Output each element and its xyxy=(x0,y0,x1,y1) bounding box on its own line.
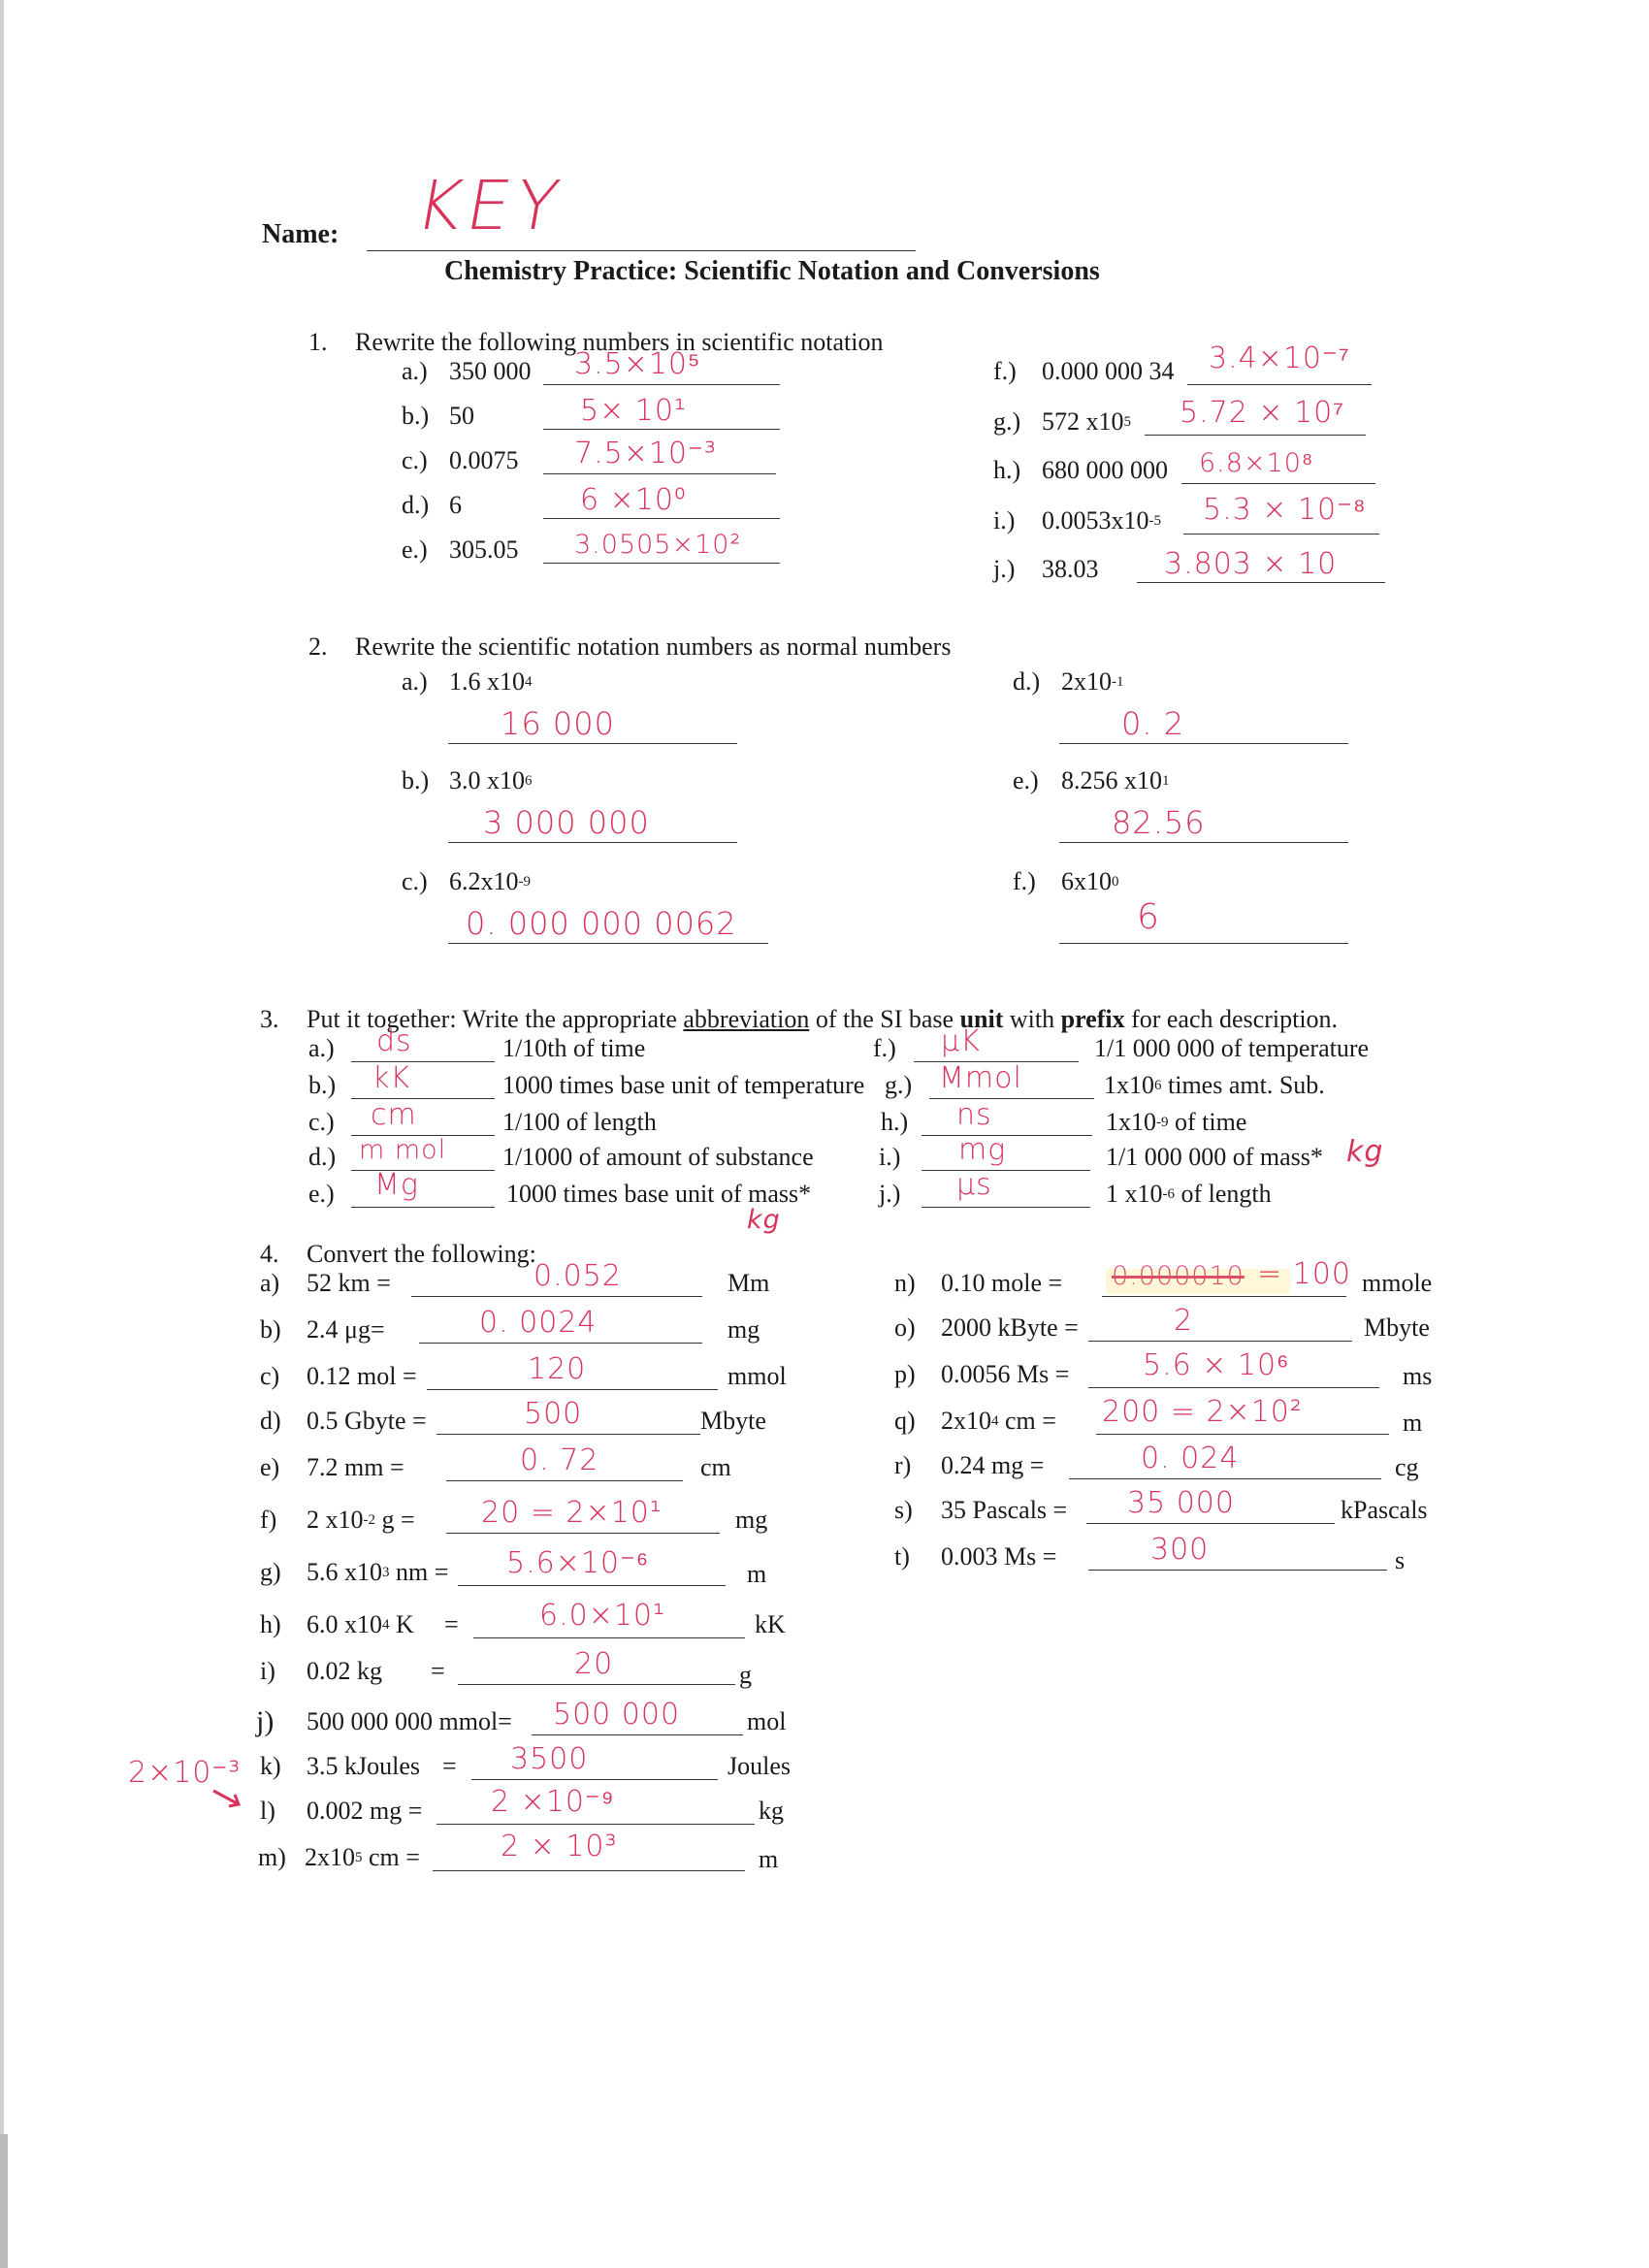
q4-s-answer: 35 000 xyxy=(1127,1486,1235,1520)
answer-line xyxy=(351,1207,495,1208)
q4-g-label: g) xyxy=(260,1558,281,1586)
q1-g-answer: 5.72 × 10⁷ xyxy=(1180,396,1345,430)
q1-a-question: 350 000 xyxy=(449,357,532,385)
q3-e-description: 1000 times base unit of mass* xyxy=(506,1180,812,1208)
answer-line xyxy=(446,1533,720,1534)
q3-h-desc-exponent: -9 xyxy=(1156,1115,1169,1130)
q4-f-answer: 20 = 2×10¹ xyxy=(481,1496,663,1530)
q3-c-label: c.) xyxy=(308,1108,335,1136)
answer-line xyxy=(351,1170,495,1171)
q1-d-answer: 6 ×10⁰ xyxy=(580,483,687,517)
q4-q-exponent: 4 xyxy=(991,1413,999,1429)
answer-line xyxy=(471,1779,718,1780)
answer-line xyxy=(1059,743,1348,744)
q4-d-label: d) xyxy=(260,1407,281,1435)
q4-o-answer: 2 xyxy=(1174,1304,1194,1338)
q4-m-exponent: 5 xyxy=(355,1850,363,1865)
q4-q-label: q) xyxy=(894,1407,916,1435)
q4-e-unit: cm xyxy=(700,1453,731,1481)
q3-d-label: d.) xyxy=(308,1143,337,1171)
q2-a-label: a.) xyxy=(402,667,428,696)
q4-h-exponent: 4 xyxy=(382,1617,390,1633)
q1-j-question: 38.03 xyxy=(1042,555,1099,583)
q3-prompt-mid2: with xyxy=(1003,1005,1061,1033)
q4-f-post: g = xyxy=(375,1506,415,1534)
q3-f-label: f.) xyxy=(873,1034,896,1062)
q4-g-base: 5.6 x10 xyxy=(307,1558,382,1586)
q3-h-desc-post: of time xyxy=(1168,1108,1247,1136)
q4-n-question: 0.10 mole = xyxy=(941,1269,1063,1297)
q4-k-equals: = xyxy=(442,1752,457,1780)
q2-f-answer: 6 xyxy=(1137,897,1160,937)
q3-prompt xyxy=(307,1005,1338,1034)
q4-s-label: s) xyxy=(894,1496,913,1524)
q3-a-description: 1/10th of time xyxy=(502,1034,646,1062)
q4-g-question xyxy=(307,1558,448,1587)
q1-g-label: g.) xyxy=(993,407,1021,436)
q4-s-unit: kPascals xyxy=(1341,1496,1428,1524)
name-line xyxy=(367,250,916,251)
q1-f-question: 0.000 000 34 xyxy=(1042,357,1175,385)
q2-f-exponent: 0 xyxy=(1112,874,1119,890)
q1-h-answer: 6.8×10⁸ xyxy=(1199,448,1314,478)
q3-g-desc-base: 1x10 xyxy=(1104,1071,1154,1099)
q1-c-label: c.) xyxy=(402,446,428,474)
q4-prompt: Convert the following: xyxy=(307,1240,536,1268)
q4-f-exponent: -2 xyxy=(363,1512,375,1528)
answer-line xyxy=(922,1135,1092,1136)
answer-line xyxy=(1181,483,1375,484)
q3-prompt-unit: unit xyxy=(959,1005,1004,1033)
q2-c-answer: 0. 000 000 0062 xyxy=(466,905,737,942)
q3-b-label: b.) xyxy=(308,1071,337,1099)
q2-a-exponent: 4 xyxy=(525,674,533,690)
q1-j-label: j.) xyxy=(993,555,1016,583)
answer-line xyxy=(436,1434,700,1435)
q4-q-base: 2x10 xyxy=(941,1407,991,1435)
q4-q-post: cm = xyxy=(998,1407,1056,1435)
q1-b-label: b.) xyxy=(402,402,430,430)
q1-c-answer: 7.5×10⁻³ xyxy=(574,437,717,470)
q4-h-post: K xyxy=(389,1610,414,1638)
q4-g-unit: m xyxy=(747,1560,767,1588)
answer-line xyxy=(1183,534,1379,535)
q2-c-exponent: -9 xyxy=(518,874,531,890)
q3-i-label: i.) xyxy=(879,1143,901,1171)
scan-edge xyxy=(0,0,4,2268)
q1-j-answer: 3.803 × 10 xyxy=(1164,547,1338,581)
q3-i-answer: mg xyxy=(958,1133,1007,1167)
q3-prompt-abbreviation: abbreviation xyxy=(683,1005,810,1033)
q4-d-question: 0.5 Gbyte = xyxy=(307,1407,427,1435)
q2-d-label: d.) xyxy=(1013,667,1041,696)
q2-number: 2. xyxy=(308,632,328,661)
q4-c-question: 0.12 mol = xyxy=(307,1362,417,1390)
q1-i-exponent: -5 xyxy=(1148,513,1161,529)
q2-prompt: Rewrite the scientific notation numbers as normal numbers xyxy=(355,632,952,661)
answer-line xyxy=(543,563,780,564)
name-answer: KEY xyxy=(409,166,571,245)
q1-g-exponent: 5 xyxy=(1123,414,1131,430)
q4-k-question: 3.5 kJoules xyxy=(307,1752,420,1780)
q4-m-unit: m xyxy=(759,1845,779,1873)
answer-line xyxy=(1137,582,1385,583)
q2-b-answer: 3 000 000 xyxy=(483,804,650,841)
q4-p-answer: 5.6 × 10⁶ xyxy=(1143,1348,1290,1382)
q3-j-desc-exponent: -6 xyxy=(1162,1186,1175,1202)
answer-line xyxy=(1088,1570,1387,1571)
q4-o-label: o) xyxy=(894,1313,916,1342)
answer-line xyxy=(1102,1296,1346,1297)
q1-e-question: 305.05 xyxy=(449,535,519,564)
q2-b-question xyxy=(449,766,533,795)
q4-g-exponent: 3 xyxy=(382,1565,390,1580)
q2-f-question xyxy=(1061,867,1119,896)
q3-j-label: j.) xyxy=(879,1180,901,1208)
q4-d-answer: 500 xyxy=(524,1397,583,1431)
q3-h-answer: ns xyxy=(956,1098,992,1132)
q1-f-label: f.) xyxy=(993,357,1017,385)
q1-g-base: 572 x10 xyxy=(1042,407,1124,436)
q4-h-answer: 6.0×10¹ xyxy=(539,1599,666,1633)
q2-a-question xyxy=(449,667,533,697)
q3-prompt-prefix: prefix xyxy=(1060,1005,1125,1033)
q4-d-unit: Mbyte xyxy=(700,1407,766,1435)
q4-f-label: f) xyxy=(260,1506,277,1534)
q2-c-question xyxy=(449,867,531,896)
answer-line xyxy=(446,1480,683,1481)
q4-p-label: p) xyxy=(894,1360,916,1388)
q4-b-question: 2.4 μg= xyxy=(307,1315,385,1344)
q4-s-question: 35 Pascals = xyxy=(941,1496,1068,1524)
q4-t-label: t) xyxy=(894,1542,910,1571)
q4-r-unit: cg xyxy=(1395,1453,1419,1481)
q1-f-answer: 3.4×10⁻⁷ xyxy=(1209,341,1350,375)
q3-h-label: h.) xyxy=(881,1108,909,1136)
margin-arrow-icon xyxy=(211,1787,244,1810)
q3-a-label: a.) xyxy=(308,1034,335,1062)
q4-h-equals: = xyxy=(444,1610,459,1638)
q2-c-label: c.) xyxy=(402,867,428,895)
q4-t-question: 0.003 Ms = xyxy=(941,1542,1057,1571)
q3-e-label: e.) xyxy=(308,1180,335,1208)
q3-b-answer: kK xyxy=(372,1061,411,1095)
q2-d-question xyxy=(1061,667,1124,697)
answer-line xyxy=(419,1343,702,1344)
q4-e-label: e) xyxy=(260,1453,280,1481)
q3-f-description: 1/1 000 000 of temperature xyxy=(1094,1034,1370,1062)
q4-n-struck-answer: 0.000010 xyxy=(1112,1261,1245,1291)
scan-edge-shadow xyxy=(0,2134,8,2268)
answer-line xyxy=(473,1637,745,1638)
q1-d-label: d.) xyxy=(402,491,430,519)
q2-b-exponent: 6 xyxy=(525,773,533,789)
q4-q-answer: 200 = 2×10² xyxy=(1102,1395,1303,1429)
q4-e-answer: 0. 72 xyxy=(520,1443,599,1477)
q3-c-answer: cm xyxy=(371,1098,417,1132)
q4-m-answer: 2 × 10³ xyxy=(501,1830,618,1863)
q1-prompt: Rewrite the following numbers in scientific notation xyxy=(355,328,884,356)
q4-l-question: 0.002 mg = xyxy=(307,1797,423,1825)
q2-a-answer: 16 000 xyxy=(501,705,615,742)
answer-line xyxy=(929,1098,1094,1099)
margin-note: 2×10⁻³ xyxy=(128,1756,242,1790)
q3-j-description xyxy=(1106,1180,1272,1209)
q3-b-description: 1000 times base unit of temperature xyxy=(502,1071,865,1099)
answer-line xyxy=(458,1684,735,1685)
q1-h-question: 680 000 000 xyxy=(1042,456,1168,484)
q4-c-answer: 120 xyxy=(528,1352,587,1386)
answer-line xyxy=(448,943,768,944)
q3-i-description: 1/1 000 000 of mass* xyxy=(1106,1143,1323,1171)
q4-a-answer: 0.052 xyxy=(534,1259,622,1293)
answer-line xyxy=(436,1824,755,1825)
answer-line xyxy=(448,842,737,843)
q1-number: 1. xyxy=(308,328,328,356)
q4-a-question: 52 km = xyxy=(307,1269,391,1297)
q2-f-label: f.) xyxy=(1013,867,1036,895)
q4-j-unit: mol xyxy=(747,1707,787,1735)
q2-d-exponent: -1 xyxy=(1112,674,1124,690)
answer-line xyxy=(1096,1434,1389,1435)
q4-j-answer: 500 000 xyxy=(553,1698,681,1732)
q1-b-question: 50 xyxy=(449,402,474,430)
answer-line xyxy=(1187,384,1372,385)
answer-line xyxy=(448,743,737,744)
q3-j-desc-base: 1 x10 xyxy=(1106,1180,1163,1208)
q4-q-unit: m xyxy=(1403,1409,1423,1437)
q4-k-answer: 3500 xyxy=(510,1742,589,1776)
answer-line xyxy=(922,1207,1090,1208)
q4-m-label: m) xyxy=(258,1843,286,1871)
q3-c-description: 1/100 of length xyxy=(502,1108,657,1136)
answer-line xyxy=(1145,435,1366,436)
q4-r-answer: 0. 024 xyxy=(1141,1442,1240,1475)
q1-i-answer: 5.3 × 10⁻⁸ xyxy=(1203,493,1367,527)
answer-line xyxy=(543,384,780,385)
q4-i-unit: g xyxy=(739,1661,752,1689)
q2-b-base: 3.0 x10 xyxy=(449,766,525,794)
q4-h-unit: kK xyxy=(755,1610,786,1638)
q4-g-answer: 5.6×10⁻⁶ xyxy=(506,1546,650,1580)
q3-e-correction: kg xyxy=(747,1205,781,1235)
q3-g-answer: Mmol xyxy=(939,1061,1022,1095)
q4-i-label: i) xyxy=(260,1657,275,1685)
q3-i-correction: kg xyxy=(1346,1135,1384,1169)
q1-a-answer: 3.5×10⁵ xyxy=(574,347,701,381)
q4-e-question: 7.2 mm = xyxy=(307,1453,404,1481)
q1-e-label: e.) xyxy=(402,535,428,564)
q1-i-question xyxy=(1042,506,1161,535)
answer-line xyxy=(543,429,780,430)
q2-d-answer: 0. 2 xyxy=(1121,705,1185,742)
q1-i-label: i.) xyxy=(993,506,1016,535)
q4-n-unit: mmole xyxy=(1362,1269,1433,1297)
q2-e-base: 8.256 x10 xyxy=(1061,766,1162,794)
answer-line xyxy=(532,1734,743,1735)
answer-line xyxy=(427,1389,718,1390)
q4-h-base: 6.0 x10 xyxy=(307,1610,382,1638)
name-label: Name: xyxy=(262,219,340,249)
q4-i-answer: 20 xyxy=(574,1647,614,1681)
q4-q-question xyxy=(941,1407,1056,1436)
q2-e-label: e.) xyxy=(1013,766,1039,794)
q1-i-base: 0.0053x10 xyxy=(1042,506,1149,535)
answer-line xyxy=(1069,1478,1381,1479)
q1-h-label: h.) xyxy=(993,456,1021,484)
q4-i-equals: = xyxy=(431,1657,445,1685)
q3-d-description: 1/1000 of amount of substance xyxy=(502,1143,814,1171)
answer-line xyxy=(543,518,780,519)
q4-k-unit: Joules xyxy=(728,1752,791,1780)
q4-p-question: 0.0056 Ms = xyxy=(941,1360,1070,1388)
answer-line xyxy=(922,1170,1090,1171)
q4-h-question xyxy=(307,1610,414,1639)
q4-l-label: l) xyxy=(260,1797,275,1825)
q4-b-unit: mg xyxy=(728,1315,760,1344)
q4-m-base: 2x10 xyxy=(305,1843,355,1871)
q4-h-label: h) xyxy=(260,1610,281,1638)
q2-a-base: 1.6 x10 xyxy=(449,667,525,696)
q3-g-label: g.) xyxy=(885,1071,913,1099)
q3-a-answer: ds xyxy=(376,1024,412,1058)
q3-prompt-post: for each description. xyxy=(1124,1005,1339,1033)
q3-prompt-pre: Put it together: Write the appropriate xyxy=(307,1005,684,1033)
q3-f-answer: μK xyxy=(941,1024,981,1058)
q3-j-desc-post: of length xyxy=(1175,1180,1272,1208)
q3-g-desc-post: times amt. Sub. xyxy=(1161,1071,1325,1099)
q4-j-label: j) xyxy=(256,1705,275,1737)
q4-number: 4. xyxy=(260,1240,279,1268)
page-title: Chemistry Practice: Scientific Notation and Conversions xyxy=(444,256,1100,286)
q4-c-unit: mmol xyxy=(728,1362,787,1390)
q4-m-post: cm = xyxy=(362,1843,420,1871)
q2-d-base: 2x10 xyxy=(1061,667,1112,696)
q1-e-answer: 3.0505×10² xyxy=(574,530,742,560)
q2-e-answer: 82.56 xyxy=(1112,804,1206,841)
q4-f-unit: mg xyxy=(735,1506,768,1534)
answer-line xyxy=(458,1585,726,1586)
q4-i-question: 0.02 kg xyxy=(307,1657,382,1685)
q4-k-label: k) xyxy=(260,1752,281,1780)
q4-a-label: a) xyxy=(260,1269,280,1297)
q4-o-question: 2000 kByte = xyxy=(941,1313,1079,1342)
q3-j-answer: μs xyxy=(956,1168,992,1202)
answer-line xyxy=(1086,1523,1335,1524)
q1-b-answer: 5× 10¹ xyxy=(580,394,687,428)
q4-b-label: b) xyxy=(260,1315,281,1344)
answer-line xyxy=(411,1296,702,1297)
q3-number: 3. xyxy=(260,1005,279,1033)
q2-c-base: 6.2x10 xyxy=(449,867,519,895)
answer-line xyxy=(1088,1387,1379,1388)
q4-o-unit: Mbyte xyxy=(1364,1313,1430,1342)
q4-r-label: r) xyxy=(894,1451,912,1479)
q4-r-question: 0.24 mg = xyxy=(941,1451,1045,1479)
q4-j-question: 500 000 000 mmol= xyxy=(307,1707,512,1735)
q4-t-answer: 300 xyxy=(1150,1533,1210,1567)
q1-g-question xyxy=(1042,407,1131,437)
q4-n-label: n) xyxy=(894,1269,916,1297)
q3-g-desc-exponent: 6 xyxy=(1154,1078,1162,1093)
q4-m-question xyxy=(305,1843,420,1872)
q4-n-answer: = 100 xyxy=(1257,1257,1351,1291)
q4-p-unit: ms xyxy=(1403,1362,1433,1390)
answer-line xyxy=(543,473,776,474)
q4-g-post: nm = xyxy=(389,1558,449,1586)
q4-b-answer: 0. 0024 xyxy=(479,1306,598,1340)
q4-f-question xyxy=(307,1506,415,1535)
q4-f-base: 2 x10 xyxy=(307,1506,364,1534)
q3-e-answer: Mg xyxy=(374,1168,419,1202)
answer-line xyxy=(1059,842,1348,843)
answer-line xyxy=(433,1870,745,1871)
q3-g-description xyxy=(1104,1071,1325,1100)
q2-e-question xyxy=(1061,766,1170,795)
q1-a-label: a.) xyxy=(402,357,428,385)
answer-line xyxy=(1088,1341,1352,1342)
q4-l-unit: kg xyxy=(759,1797,784,1825)
q3-h-description xyxy=(1106,1108,1246,1137)
q1-d-question: 6 xyxy=(449,491,462,519)
q3-d-answer: m mol xyxy=(359,1135,447,1165)
q1-c-question: 0.0075 xyxy=(449,446,519,474)
q2-b-label: b.) xyxy=(402,766,430,794)
q2-e-exponent: 1 xyxy=(1162,773,1170,789)
q4-a-unit: Mm xyxy=(728,1269,770,1297)
q3-h-desc-base: 1x10 xyxy=(1106,1108,1156,1136)
answer-line xyxy=(1059,943,1348,944)
q4-t-unit: s xyxy=(1395,1546,1406,1574)
q4-c-label: c) xyxy=(260,1362,280,1390)
q2-f-base: 6x10 xyxy=(1061,867,1112,895)
q4-l-answer: 2 ×10⁻⁹ xyxy=(491,1785,615,1819)
q3-prompt-mid: of the SI base xyxy=(809,1005,960,1033)
